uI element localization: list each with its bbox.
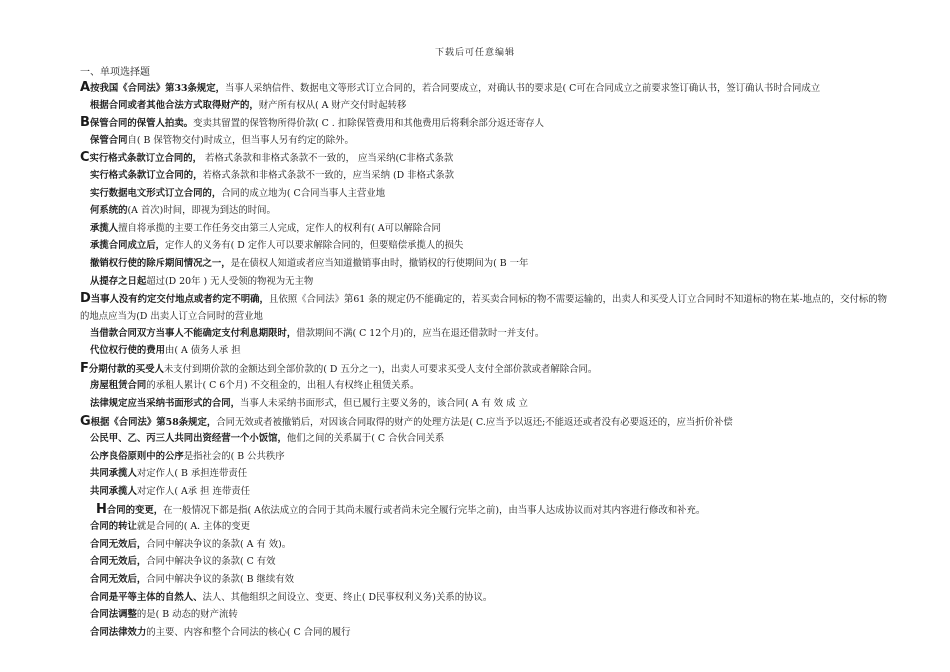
- question-lead: 公民甲、乙、丙三人共同出资经营一个小饭馆，: [90, 433, 287, 445]
- question-text: 对定作人( A承 担 连带责任: [136, 485, 251, 497]
- question-line: [0, 290, 950, 325]
- question-lead: 从提存之日起: [90, 275, 147, 287]
- question-line: [0, 237, 950, 255]
- question-line: [0, 220, 950, 238]
- question-text: 的是( B 动态的财产流转: [136, 609, 238, 621]
- question-lead: 实行格式条款订立合同的，: [89, 153, 203, 165]
- question-line: [0, 606, 950, 624]
- question-line: [0, 342, 950, 360]
- question-line: [0, 273, 950, 291]
- question-list: [0, 79, 950, 641]
- question-text: 合同的成立地为( C合同当事人主营业地: [221, 187, 386, 199]
- question-text: (A 首次)时间，即视为到达的时间。: [127, 205, 276, 217]
- question-text: 由( A 债务人承 担: [165, 345, 241, 357]
- question-lead: 合同是平等主体的自然人、: [90, 591, 203, 603]
- question-line: [0, 202, 950, 220]
- question-line: [0, 465, 950, 483]
- question-text: 是指社会的( B 公共秩序: [183, 450, 285, 462]
- question-lead: 合同无效后，: [90, 538, 147, 550]
- question-text: 当事人采纳信件、数据电文等形式订立合同的，若合同要成立，对确认书的要求是( C可在合同成立之前要求签订确认书，签订确认书时合同成立: [225, 83, 821, 94]
- question-line: [0, 589, 950, 607]
- question-text: 法人、其他组织之间设立、变更、终止( D民事权利义务)关系的协议。: [202, 591, 493, 603]
- question-line: [0, 430, 950, 448]
- question-text: 合同无效或者被撤销后，对因该合同取得的财产的处理方法是( C.应当予以返还;不能返还或者没有必要返还的，应当折价补偿: [216, 416, 733, 428]
- question-lead: 合同无效后，: [90, 573, 147, 585]
- question-line: [0, 185, 950, 203]
- question-lead: 撤销权行使的除斥期间情况之一，: [90, 257, 231, 269]
- question-text: 就是合同的( A. 主体的变更: [136, 521, 251, 533]
- question-text: 合同中解决争议的条款( C 有效: [146, 556, 276, 568]
- index-letter: H: [96, 501, 107, 517]
- question-text: 自( B 保管物交付)时成立，但当事人另有约定的除外。: [127, 134, 354, 146]
- question-lead: 何系统的: [90, 205, 128, 217]
- question-lead: 合同法律效力: [90, 626, 147, 638]
- question-lead: 合同法调整: [90, 609, 137, 621]
- question-lead: 实行格式条款订立合同的，: [90, 169, 203, 181]
- index-letter: F: [80, 360, 89, 376]
- question-text: 是在债权人知道或者应当知道撤销事由时，撤销权的行使期间为( B 一年: [230, 257, 529, 269]
- question-lead: 保管合同: [90, 134, 128, 146]
- question-text: 当事人未采纳书面形式，但已履行主要义务的，该合同( A 有 效 成 立: [240, 398, 528, 409]
- question-text: 在一般情况下都是指( A依法成立的合同于其尚未履行或者尚未完全履行完毕之前)，由当事人达成协议而对其内容进行修改和补充。: [163, 504, 706, 516]
- question-line: [0, 536, 950, 554]
- question-line: [0, 97, 950, 115]
- question-line: [0, 114, 950, 132]
- index-letter: A: [80, 80, 91, 95]
- question-text: 超过(D 20年 ) 无人受领的物视为无主物: [146, 275, 314, 287]
- question-lead: 分期付款的买受人: [88, 363, 164, 375]
- question-lead: 当事人没有约定交付地点或者约定不明确，: [90, 294, 269, 306]
- question-text: 若格式条款和非格式条款不一致的， 应当采纳(C非格式条款: [202, 153, 454, 165]
- question-text: 若格式条款和非格式条款不一致的，应当采纳 (D 非格式条款: [202, 169, 455, 181]
- question-text: 对定作人( B 承担连带责任: [136, 468, 248, 480]
- index-letter: D: [80, 291, 91, 307]
- question-line: [0, 79, 950, 97]
- question-text: 的承租人累计( C 6个月) 不交租金的，出租人有权终止租赁关系。: [146, 380, 420, 392]
- page-header: 下载后可任意编辑: [434, 48, 515, 58]
- question-line: [0, 571, 950, 589]
- question-line: [0, 132, 950, 150]
- question-line: [0, 377, 950, 395]
- question-line: [0, 413, 950, 431]
- question-line: [0, 553, 950, 571]
- question-lead: 承揽合同成立后，: [90, 240, 166, 252]
- question-lead: 合同的转让: [90, 521, 137, 533]
- question-text: 财产所有权从( A 财产交付时起转移: [258, 99, 407, 111]
- question-text: 借款期间不满( C 12个月)的，应当在退还借款时一并支付。: [296, 327, 545, 339]
- question-text: 未支付到期价款的金额达到全部价款的( D 五分之一)，出卖人可要求买受人支付全部价款或者解除合同。: [163, 363, 598, 375]
- question-line: [0, 395, 950, 413]
- question-line: [0, 149, 950, 167]
- question-lead: 房屋租赁合同: [90, 380, 147, 392]
- index-letter: B: [80, 115, 90, 131]
- question-lead: 根据《合同法》第58条规定，: [90, 416, 217, 428]
- question-line: [0, 167, 950, 185]
- question-line: [0, 518, 950, 536]
- question-lead: 公序良俗原则中的公序: [90, 450, 184, 462]
- question-text: 变卖其留置的保管物所得价款( C . 扣除保管费用和其他费用后将剩余部分返还寄存人: [193, 118, 544, 130]
- question-lead: 代位权行使的费用: [90, 345, 166, 357]
- question-text: 他们之间的关系属于( C 合伙合同关系: [286, 433, 445, 445]
- question-lead: 按我国《合同法》第33条规定，: [90, 83, 225, 94]
- question-line: [0, 501, 950, 519]
- question-line: [0, 360, 950, 378]
- question-lead: 当借款合同双方当事人不能确定支付利息期限时，: [90, 327, 297, 339]
- question-text: 合同中解决争议的条款( B 继续有效: [146, 573, 295, 585]
- question-lead: 法律规定应当采纳书面形式的合同，: [90, 398, 241, 409]
- question-lead: 根据合同或者其他合法方式取得财产的，: [90, 99, 259, 111]
- question-line: [0, 624, 950, 642]
- question-line: [0, 255, 950, 273]
- question-lead: 合同无效后，: [90, 556, 147, 568]
- question-text: 擅自将承揽的主要工作任务交由第三人完成，定作人的权利有( A可以解除合同: [118, 222, 441, 234]
- index-letter: G: [80, 413, 91, 429]
- question-lead: 合同的变更，: [106, 504, 164, 516]
- question-lead: 实行数据电文形式订立合同的，: [90, 187, 222, 199]
- question-line: [0, 325, 950, 343]
- question-lead: 共同承揽人: [90, 485, 137, 497]
- question-text: 的主要、内容和整个合同法的核心( C 合同的履行: [146, 626, 351, 638]
- question-lead: 承揽人: [90, 222, 119, 234]
- section-title: 一、单项选择题: [80, 67, 150, 78]
- question-lead: 保管合同的保管人拍卖。: [89, 118, 194, 130]
- question-lead: 共同承揽人: [90, 468, 137, 480]
- index-letter: C: [80, 150, 90, 166]
- question-text: 定作人的义务有( D 定作人可以要求解除合同的，但要赔偿承揽人的损失: [165, 240, 464, 252]
- question-text: 合同中解决争议的条款( A 有 效)。: [146, 538, 292, 550]
- question-line: [0, 448, 950, 466]
- question-line: [0, 483, 950, 501]
- question-text: 且依照《合同法》第61 条的规定仍不能确定的，若买卖合同标的物不需要运输的，出卖人和买受人订立合同时不知道标的物在某-地点的，交付标的物的地点应当为(D 出卖人订立合同时的营业地: [80, 294, 888, 323]
